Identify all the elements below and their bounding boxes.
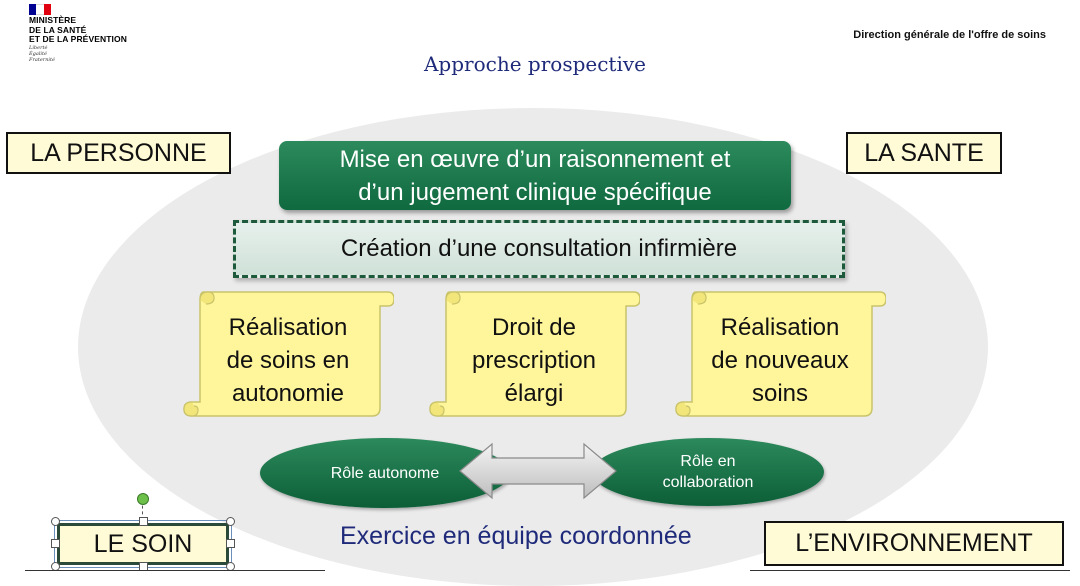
- resize-handle-left[interactable]: [51, 539, 60, 548]
- scroll-text: [444, 310, 624, 410]
- banner-line-1: Mise en œuvre d’un raisonnement et: [339, 145, 731, 173]
- scroll-1-line-2: de soins en: [226, 346, 350, 374]
- french-flag-logo: [29, 4, 51, 15]
- department-name: Direction générale de l'offre de soins: [853, 29, 1046, 41]
- scroll-text: [198, 310, 378, 410]
- bottom-divider-right: [750, 570, 1070, 571]
- motto-liberte: Liberté: [29, 45, 48, 51]
- motto-fraternite: Fraternité: [29, 57, 55, 63]
- role-collab-line-2: collaboration: [662, 474, 754, 491]
- scroll-soins-autonomie[interactable]: [182, 290, 394, 422]
- resize-handle-right[interactable]: [226, 539, 235, 548]
- exercice-equipe-text: Exercice en équipe coordonnée: [340, 522, 692, 550]
- scroll-3-line-3: soins: [751, 379, 808, 407]
- label-le-soin[interactable]: LE SOIN: [57, 523, 229, 565]
- role-collaboration-ellipse[interactable]: [592, 438, 824, 506]
- selection-frame: [54, 520, 232, 568]
- ministry-logo-text: [29, 16, 127, 45]
- ministry-line-3: ET DE LA PRÉVENTION: [29, 34, 127, 44]
- motto-egalite: Égalité: [29, 51, 47, 57]
- scroll-nouveaux-soins[interactable]: [674, 290, 886, 422]
- resize-handle-top-left[interactable]: [51, 517, 60, 526]
- clinical-reasoning-banner[interactable]: [279, 141, 791, 210]
- slide-title: Approche prospective: [423, 52, 646, 76]
- bottom-divider-left: [25, 570, 325, 571]
- label-la-sante[interactable]: LA SANTE: [846, 132, 1002, 174]
- resize-handle-top-right[interactable]: [226, 517, 235, 526]
- consultation-band[interactable]: Création d’une consultation infirmière: [233, 220, 845, 278]
- scroll-3-line-2: de nouveaux: [711, 346, 849, 374]
- ministry-line-1: MINISTÈRE: [29, 15, 77, 25]
- rotation-handle[interactable]: [137, 493, 149, 505]
- label-la-personne[interactable]: LA PERSONNE: [6, 132, 231, 174]
- role-autonome-label: Rôle autonome: [330, 464, 440, 482]
- scroll-3-line-1: Réalisation: [720, 313, 840, 341]
- label-environnement[interactable]: L’ENVIRONNEMENT: [764, 521, 1064, 566]
- scroll-2-line-2: prescription: [471, 346, 597, 374]
- double-arrow-icon: [458, 442, 618, 500]
- scroll-1-line-1: Réalisation: [228, 313, 348, 341]
- scroll-text: [690, 310, 870, 410]
- scroll-1-line-3: autonomie: [231, 379, 345, 407]
- banner-line-2: d’un jugement clinique spécifique: [358, 178, 712, 206]
- role-collab-line-1: Rôle en: [680, 453, 736, 470]
- scroll-2-line-3: élargi: [504, 379, 564, 407]
- scroll-droit-prescription[interactable]: [428, 290, 640, 422]
- scroll-2-line-1: Droit de: [491, 313, 577, 341]
- ministry-line-2: DE LA SANTÉ: [29, 24, 87, 35]
- resize-handle-top[interactable]: [139, 517, 148, 526]
